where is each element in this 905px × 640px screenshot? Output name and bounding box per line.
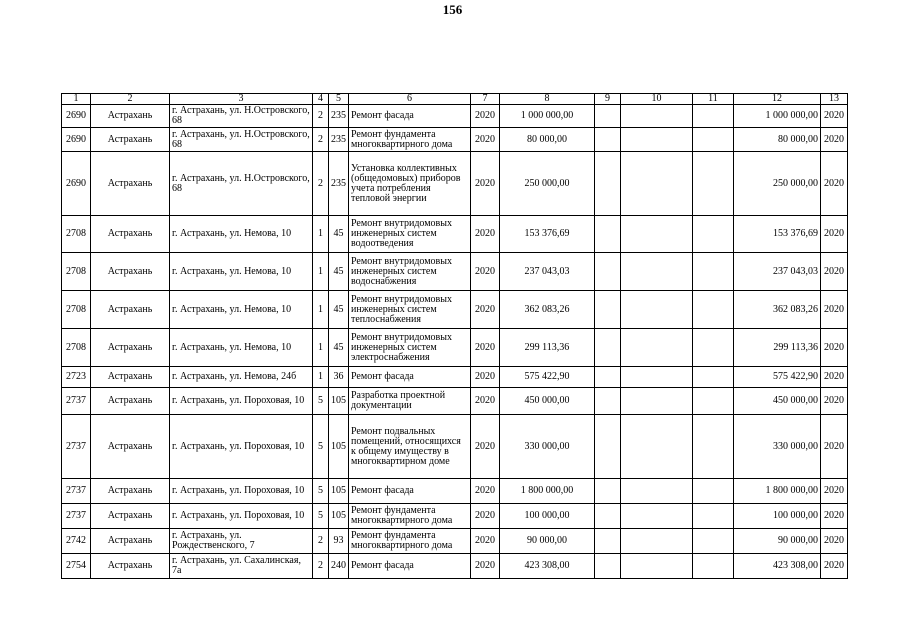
table-row xyxy=(62,128,848,152)
table-row xyxy=(62,216,848,253)
floors-cell: 1 xyxy=(313,253,329,291)
work-type-cell: Ремонт фасада xyxy=(349,367,471,388)
floors-cell: 2 xyxy=(313,529,329,554)
total-cell: 1 800 000,00 xyxy=(734,479,821,504)
amount-cell: 250 000,00 xyxy=(500,152,595,216)
city-cell: Астрахань xyxy=(91,291,170,329)
column-header: 2 xyxy=(91,94,170,105)
year-cell: 2020 xyxy=(471,554,500,579)
house-id-cell: 2754 xyxy=(62,554,91,579)
year-cell: 2020 xyxy=(471,388,500,415)
table-row xyxy=(62,291,848,329)
col9-cell xyxy=(595,504,621,529)
city-cell: Астрахань xyxy=(91,128,170,152)
amount-cell: 80 000,00 xyxy=(500,128,595,152)
address-cell: г. Астрахань, ул. Немова, 10 xyxy=(170,216,313,253)
completion-year-cell: 2020 xyxy=(821,504,848,529)
table-row xyxy=(62,253,848,291)
col9-cell xyxy=(595,128,621,152)
amount-cell: 237 043,03 xyxy=(500,253,595,291)
col9-cell xyxy=(595,253,621,291)
completion-year-cell: 2020 xyxy=(821,105,848,128)
total-cell: 1 000 000,00 xyxy=(734,105,821,128)
apartments-cell: 105 xyxy=(329,479,349,504)
work-type-cell: Ремонт фасада xyxy=(349,105,471,128)
col9-cell xyxy=(595,415,621,479)
col11-cell xyxy=(693,529,734,554)
total-cell: 450 000,00 xyxy=(734,388,821,415)
col9-cell xyxy=(595,105,621,128)
apartments-cell: 235 xyxy=(329,105,349,128)
col11-cell xyxy=(693,367,734,388)
col9-cell xyxy=(595,388,621,415)
amount-cell: 1 800 000,00 xyxy=(500,479,595,504)
column-header: 1 xyxy=(62,94,91,105)
year-cell: 2020 xyxy=(471,152,500,216)
completion-year-cell: 2020 xyxy=(821,415,848,479)
amount-cell: 330 000,00 xyxy=(500,415,595,479)
year-cell: 2020 xyxy=(471,479,500,504)
city-cell: Астрахань xyxy=(91,152,170,216)
col10-cell xyxy=(621,415,693,479)
work-type-cell: Ремонт внутридомовых инженерных систем электроснабжения xyxy=(349,329,471,367)
col11-cell xyxy=(693,479,734,504)
col11-cell xyxy=(693,504,734,529)
total-cell: 80 000,00 xyxy=(734,128,821,152)
col10-cell xyxy=(621,529,693,554)
column-header: 8 xyxy=(500,94,595,105)
house-id-cell: 2690 xyxy=(62,128,91,152)
page-number: 156 xyxy=(442,2,463,17)
col11-cell xyxy=(693,329,734,367)
floors-cell: 2 xyxy=(313,152,329,216)
year-cell: 2020 xyxy=(471,329,500,367)
city-cell: Астрахань xyxy=(91,253,170,291)
amount-cell: 90 000,00 xyxy=(500,529,595,554)
completion-year-cell: 2020 xyxy=(821,152,848,216)
work-type-cell: Ремонт фундамента многоквартирного дома xyxy=(349,128,471,152)
house-id-cell: 2742 xyxy=(62,529,91,554)
address-cell: г. Астрахань, ул. Немова, 10 xyxy=(170,253,313,291)
col11-cell xyxy=(693,128,734,152)
address-cell: г. Астрахань, ул. Сахалинская, 7а xyxy=(170,554,313,579)
completion-year-cell: 2020 xyxy=(821,128,848,152)
floors-cell: 2 xyxy=(313,554,329,579)
city-cell: Астрахань xyxy=(91,415,170,479)
col9-cell xyxy=(595,554,621,579)
work-type-cell: Ремонт подвальных помещений, относящихся к общему имуществу в многоквартирном доме xyxy=(349,415,471,479)
year-cell: 2020 xyxy=(471,253,500,291)
house-id-cell: 2708 xyxy=(62,291,91,329)
house-id-cell: 2708 xyxy=(62,253,91,291)
apartments-cell: 105 xyxy=(329,415,349,479)
address-cell: г. Астрахань, ул. Пороховая, 10 xyxy=(170,388,313,415)
table-row xyxy=(62,415,848,479)
year-cell: 2020 xyxy=(471,504,500,529)
apartments-cell: 45 xyxy=(329,291,349,329)
amount-cell: 450 000,00 xyxy=(500,388,595,415)
year-cell: 2020 xyxy=(471,128,500,152)
column-header: 11 xyxy=(693,94,734,105)
total-cell: 299 113,36 xyxy=(734,329,821,367)
apartments-cell: 45 xyxy=(329,216,349,253)
col10-cell xyxy=(621,329,693,367)
completion-year-cell: 2020 xyxy=(821,329,848,367)
address-cell: г. Астрахань, ул. Н.Островского, 68 xyxy=(170,105,313,128)
floors-cell: 1 xyxy=(313,216,329,253)
amount-cell: 423 308,00 xyxy=(500,554,595,579)
floors-cell: 2 xyxy=(313,128,329,152)
col10-cell xyxy=(621,105,693,128)
address-cell: г. Астрахань, ул. Пороховая, 10 xyxy=(170,415,313,479)
column-header: 7 xyxy=(471,94,500,105)
year-cell: 2020 xyxy=(471,415,500,479)
city-cell: Астрахань xyxy=(91,529,170,554)
amount-cell: 299 113,36 xyxy=(500,329,595,367)
work-type-cell: Разработка проектной документации xyxy=(349,388,471,415)
floors-cell: 1 xyxy=(313,291,329,329)
city-cell: Астрахань xyxy=(91,367,170,388)
table-row xyxy=(62,367,848,388)
col11-cell xyxy=(693,415,734,479)
table-row xyxy=(62,504,848,529)
col9-cell xyxy=(595,529,621,554)
address-cell: г. Астрахань, ул. Немова, 10 xyxy=(170,329,313,367)
completion-year-cell: 2020 xyxy=(821,554,848,579)
work-type-cell: Ремонт фасада xyxy=(349,554,471,579)
col10-cell xyxy=(621,152,693,216)
total-cell: 575 422,90 xyxy=(734,367,821,388)
floors-cell: 5 xyxy=(313,479,329,504)
floors-cell: 5 xyxy=(313,504,329,529)
col10-cell xyxy=(621,291,693,329)
apartments-cell: 235 xyxy=(329,152,349,216)
col10-cell xyxy=(621,216,693,253)
address-cell: г. Астрахань, ул. Пороховая, 10 xyxy=(170,504,313,529)
completion-year-cell: 2020 xyxy=(821,253,848,291)
col9-cell xyxy=(595,329,621,367)
year-cell: 2020 xyxy=(471,291,500,329)
house-id-cell: 2723 xyxy=(62,367,91,388)
floors-cell: 5 xyxy=(313,388,329,415)
house-id-cell: 2737 xyxy=(62,415,91,479)
col9-cell xyxy=(595,291,621,329)
total-cell: 153 376,69 xyxy=(734,216,821,253)
work-type-cell: Ремонт внутридомовых инженерных систем водоотведения xyxy=(349,216,471,253)
column-header: 13 xyxy=(821,94,848,105)
work-type-cell: Ремонт фундамента многоквартирного дома xyxy=(349,504,471,529)
work-type-cell: Установка коллективных (общедомовых) приборов учета потребления тепловой энергии xyxy=(349,152,471,216)
col11-cell xyxy=(693,152,734,216)
table-row xyxy=(62,329,848,367)
year-cell: 2020 xyxy=(471,529,500,554)
address-cell: г. Астрахань, ул. Немова, 24б xyxy=(170,367,313,388)
table-row xyxy=(62,554,848,579)
completion-year-cell: 2020 xyxy=(821,479,848,504)
col9-cell xyxy=(595,479,621,504)
column-header: 6 xyxy=(349,94,471,105)
city-cell: Астрахань xyxy=(91,105,170,128)
amount-cell: 100 000,00 xyxy=(500,504,595,529)
house-id-cell: 2690 xyxy=(62,105,91,128)
total-cell: 100 000,00 xyxy=(734,504,821,529)
col10-cell xyxy=(621,554,693,579)
col10-cell xyxy=(621,388,693,415)
col10-cell xyxy=(621,253,693,291)
work-type-cell: Ремонт внутридомовых инженерных систем теплоснабжения xyxy=(349,291,471,329)
table-row xyxy=(62,479,848,504)
column-header: 5 xyxy=(329,94,349,105)
apartments-cell: 36 xyxy=(329,367,349,388)
col9-cell xyxy=(595,216,621,253)
col11-cell xyxy=(693,388,734,415)
total-cell: 237 043,03 xyxy=(734,253,821,291)
completion-year-cell: 2020 xyxy=(821,388,848,415)
col11-cell xyxy=(693,291,734,329)
col11-cell xyxy=(693,554,734,579)
address-cell: г. Астрахань, ул. Рождественского, 7 xyxy=(170,529,313,554)
col10-cell xyxy=(621,367,693,388)
address-cell: г. Астрахань, ул. Н.Островского, 68 xyxy=(170,152,313,216)
table-header-row xyxy=(62,94,848,105)
city-cell: Астрахань xyxy=(91,329,170,367)
house-id-cell: 2737 xyxy=(62,504,91,529)
amount-cell: 575 422,90 xyxy=(500,367,595,388)
col9-cell xyxy=(595,152,621,216)
col10-cell xyxy=(621,504,693,529)
floors-cell: 2 xyxy=(313,105,329,128)
table-row xyxy=(62,105,848,128)
city-cell: Астрахань xyxy=(91,554,170,579)
work-type-cell: Ремонт фундамента многоквартирного дома xyxy=(349,529,471,554)
amount-cell: 1 000 000,00 xyxy=(500,105,595,128)
apartments-cell: 105 xyxy=(329,388,349,415)
year-cell: 2020 xyxy=(471,105,500,128)
address-cell: г. Астрахань, ул. Н.Островского, 68 xyxy=(170,128,313,152)
total-cell: 330 000,00 xyxy=(734,415,821,479)
column-header: 3 xyxy=(170,94,313,105)
completion-year-cell: 2020 xyxy=(821,291,848,329)
house-id-cell: 2708 xyxy=(62,216,91,253)
col10-cell xyxy=(621,479,693,504)
total-cell: 423 308,00 xyxy=(734,554,821,579)
apartments-cell: 45 xyxy=(329,253,349,291)
total-cell: 250 000,00 xyxy=(734,152,821,216)
table-body xyxy=(62,105,848,579)
col9-cell xyxy=(595,367,621,388)
year-cell: 2020 xyxy=(471,216,500,253)
house-id-cell: 2690 xyxy=(62,152,91,216)
amount-cell: 153 376,69 xyxy=(500,216,595,253)
table-row xyxy=(62,529,848,554)
city-cell: Астрахань xyxy=(91,216,170,253)
city-cell: Астрахань xyxy=(91,504,170,529)
city-cell: Астрахань xyxy=(91,388,170,415)
table-row xyxy=(62,388,848,415)
col11-cell xyxy=(693,216,734,253)
table-row xyxy=(62,152,848,216)
total-cell: 90 000,00 xyxy=(734,529,821,554)
house-id-cell: 2737 xyxy=(62,479,91,504)
house-id-cell: 2737 xyxy=(62,388,91,415)
amount-cell: 362 083,26 xyxy=(500,291,595,329)
apartments-cell: 93 xyxy=(329,529,349,554)
column-header: 12 xyxy=(734,94,821,105)
completion-year-cell: 2020 xyxy=(821,367,848,388)
city-cell: Астрахань xyxy=(91,479,170,504)
column-header: 10 xyxy=(621,94,693,105)
floors-cell: 5 xyxy=(313,415,329,479)
column-header: 9 xyxy=(595,94,621,105)
address-cell: г. Астрахань, ул. Пороховая, 10 xyxy=(170,479,313,504)
repair-program-table xyxy=(61,93,848,579)
apartments-cell: 45 xyxy=(329,329,349,367)
completion-year-cell: 2020 xyxy=(821,529,848,554)
total-cell: 362 083,26 xyxy=(734,291,821,329)
column-header: 4 xyxy=(313,94,329,105)
work-type-cell: Ремонт внутридомовых инженерных систем водоснабжения xyxy=(349,253,471,291)
house-id-cell: 2708 xyxy=(62,329,91,367)
work-type-cell: Ремонт фасада xyxy=(349,479,471,504)
completion-year-cell: 2020 xyxy=(821,216,848,253)
col11-cell xyxy=(693,253,734,291)
floors-cell: 1 xyxy=(313,367,329,388)
apartments-cell: 105 xyxy=(329,504,349,529)
apartments-cell: 235 xyxy=(329,128,349,152)
floors-cell: 1 xyxy=(313,329,329,367)
year-cell: 2020 xyxy=(471,367,500,388)
col11-cell xyxy=(693,105,734,128)
apartments-cell: 240 xyxy=(329,554,349,579)
address-cell: г. Астрахань, ул. Немова, 10 xyxy=(170,291,313,329)
col10-cell xyxy=(621,128,693,152)
